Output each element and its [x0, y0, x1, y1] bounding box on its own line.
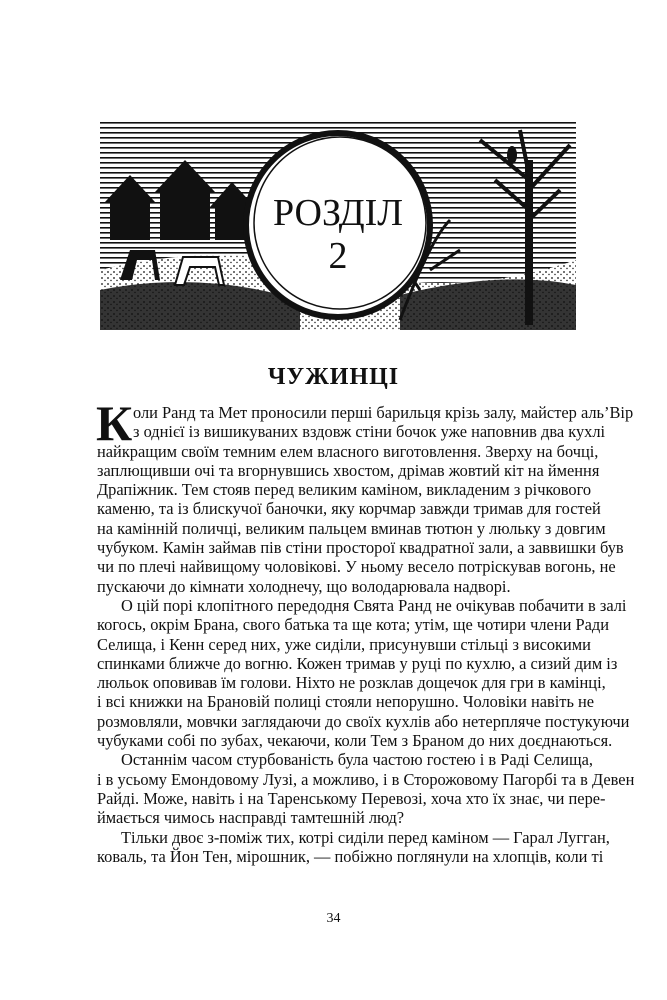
text-line: когось, окрім Брана, свого батька та ще кота; утім, ще чотири члени Ради: [97, 615, 609, 635]
text-line: коваль, та Йон Тен, мірошник, — побіжно поглянули на хлопців, коли ті: [97, 846, 604, 866]
text-line: пускаючи до кімнати холоднечу, що володарювала надворі.: [97, 576, 511, 596]
page-number: 34: [326, 911, 341, 926]
text-line: на камінній поличці, великим пальцем вминав тютюн у люльку з довгим: [97, 518, 606, 538]
text-line: Драпіжник. Тем стояв перед великим каміном, викладеним з річкового: [97, 480, 592, 500]
text-line: О цій порі клопітного передодня Свята Ранд не очікував побачити в залі: [121, 595, 627, 615]
text-line: каменю, та із блискучої баночки, яку корчмар завжди тримав для гостей: [97, 499, 601, 519]
chapter-number: 2: [328, 235, 348, 277]
chapter-title: ЧУЖИНЦІ: [267, 364, 400, 390]
text-line: і в усьому Емондовому Лузі, а можливо, і в Сторожовому Пагорбі та в Девен: [97, 769, 635, 789]
chapter-label: РОЗДІЛ: [272, 192, 404, 234]
text-line: розмовляли, мовчки заглядаючи до своїх кухлів або нетерпляче постукуючи: [97, 711, 630, 731]
text-line: Райді. Може, навіть і на Таренському Перевозі, хоча хто їх знає, чи пере-: [97, 788, 606, 808]
chapter-text: [96, 395, 635, 866]
text-line: спинками ближче до вогню. Кожен тримав у руці по кухлю, а сизий дим із: [97, 653, 618, 673]
text-line: і всі книжки на Брановій полиці стояли непорушно. Чоловіки навіть не: [97, 692, 595, 712]
text-line: Селища, і Кенн серед них, уже сиділи, присунувши стільці з високими: [97, 634, 591, 654]
text-line: заплющивши очі та вгорнувшись хвостом, дрімав жовтий кіт на ймення: [97, 460, 600, 480]
drop-cap: К: [96, 395, 133, 451]
text-line: Тільки двоє з-поміж тих, котрі сиділи перед каміном — Гарал Лугган,: [121, 827, 610, 847]
chapter-illustration: [100, 120, 576, 330]
text-line: чубуками собі по зубах, чекаючи, коли Тем з Браном до них доєднаються.: [97, 731, 613, 751]
text-line: Останнім часом стурбованість була частою гостею і в Раді Селища,: [121, 750, 593, 770]
text-line: з однієї із вишикуваних вздовж стіни бочок уже наповнив два кухлі: [133, 422, 606, 442]
text-line: найкращим своїм темним елем власного виготовлення. Зверху на бочці,: [97, 441, 599, 461]
text-line: чи по плечі найвищому чоловікові. У ньому весело потріскував вогонь, не: [97, 557, 616, 577]
text-line: оли Ранд та Мет проносили перші барильця крізь залу, майстер аль’Вір: [133, 403, 634, 422]
text-line: чубуком. Камін займав пів стіни просторої квадратної зали, а заввишки був: [97, 538, 624, 558]
text-line: ймається чимось насправді тамтешній люд?: [97, 808, 405, 828]
text-line: люльок оповивав їм голови. Ніхто не розклав дощечок для гри в камінці,: [97, 673, 606, 693]
